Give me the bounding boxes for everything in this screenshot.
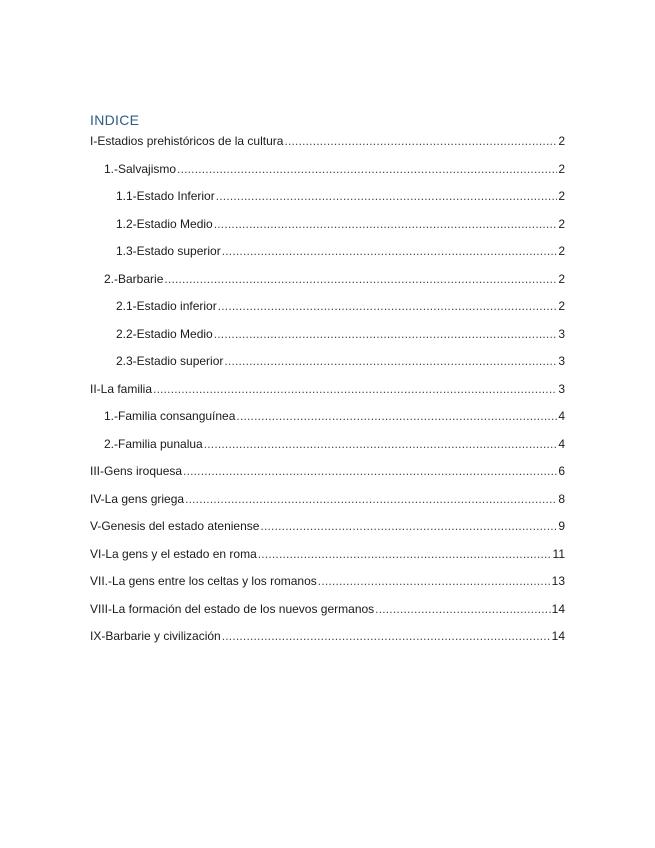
toc-entry-title: VII.-La gens entre los celtas y los romanos [90, 574, 317, 588]
toc-entry[interactable] [90, 517, 565, 545]
dot-leader [164, 270, 557, 288]
toc-entry-page-number: 2 [558, 299, 565, 313]
toc-entry-title: 2.-Barbarie [104, 271, 164, 286]
toc-entry-page-number: 2 [558, 244, 565, 258]
toc-entry-page-number: 2 [558, 271, 565, 286]
table-of-contents [90, 132, 565, 655]
toc-entry[interactable] [90, 572, 565, 600]
dot-leader [204, 435, 558, 453]
toc-entry-page-number: 14 [551, 601, 565, 616]
toc-entry-page-number: 2 [558, 189, 565, 203]
toc-entry[interactable] [90, 132, 565, 160]
toc-entry-page-number: 11 [552, 546, 565, 561]
toc-entry-page-number: 3 [558, 326, 565, 341]
toc-entry[interactable] [90, 435, 565, 463]
dot-leader [260, 517, 557, 535]
toc-entry-title: 1.3-Estado superior [116, 244, 221, 258]
toc-entry[interactable] [90, 215, 565, 243]
toc-entry[interactable] [90, 600, 565, 628]
toc-entry-page-number: 2 [558, 216, 565, 231]
toc-entry-title: VIII-La formación del estado de los nuevos germanos [90, 601, 375, 616]
toc-entry-title: III-Gens iroquesa [90, 464, 183, 478]
toc-entry-page-number: 4 [558, 436, 565, 451]
toc-entry-page-number: 3 [558, 381, 565, 396]
toc-entry-page-number: 6 [558, 464, 565, 478]
toc-entry-page-number: 9 [558, 519, 565, 533]
toc-entry[interactable] [90, 490, 565, 518]
toc-entry-title: II-La familia [90, 381, 153, 396]
toc-entry-page-number: 2 [558, 134, 565, 148]
dot-leader [185, 490, 557, 508]
toc-entry-title: 1.-Familia consanguínea [104, 409, 236, 423]
toc-entry-title: IV-La gens griega [90, 491, 185, 506]
dot-leader [177, 160, 557, 178]
toc-entry-title: 1.1-Estado Inferior [116, 189, 215, 203]
toc-entry[interactable] [90, 187, 565, 215]
toc-entry-page-number: 4 [558, 409, 565, 423]
dot-leader [218, 297, 558, 315]
toc-entry-page-number: 2 [558, 161, 565, 176]
toc-entry[interactable] [90, 462, 565, 490]
toc-entry[interactable] [90, 407, 565, 435]
toc-entry[interactable] [90, 160, 565, 188]
dot-leader [375, 600, 550, 618]
toc-entry[interactable] [90, 380, 565, 408]
dot-leader [284, 132, 557, 150]
toc-entry-title: 1.2-Estadio Medio [116, 216, 213, 231]
dot-leader [214, 325, 558, 343]
dot-leader [258, 545, 552, 563]
toc-entry-title: I-Estadios prehistóricos de la cultura [90, 134, 284, 148]
toc-entry[interactable] [90, 325, 565, 353]
dot-leader [222, 242, 558, 260]
toc-heading: INDICE [90, 112, 140, 128]
toc-entry-page-number: 14 [551, 629, 565, 643]
dot-leader [216, 187, 558, 205]
toc-entry[interactable] [90, 545, 565, 573]
toc-entry-page-number: 13 [551, 574, 565, 588]
dot-leader [183, 462, 557, 480]
toc-entry-page-number: 8 [558, 491, 565, 506]
toc-entry[interactable] [90, 297, 565, 325]
toc-entry-title: VI-La gens y el estado en roma [90, 546, 257, 561]
toc-entry-title: 2.3-Estadio superior [116, 354, 224, 368]
toc-entry-title: V-Genesis del estado ateniense [90, 519, 260, 533]
dot-leader [153, 380, 557, 398]
toc-entry[interactable] [90, 242, 565, 270]
toc-entry[interactable] [90, 270, 565, 298]
toc-entry-title: 2.-Familia punalua [104, 436, 203, 451]
dot-leader [236, 407, 557, 425]
toc-entry[interactable] [90, 352, 565, 380]
toc-entry[interactable] [90, 627, 565, 655]
toc-entry-title: IX-Barbarie y civilización [90, 629, 221, 643]
toc-entry-title: 1.-Salvajismo [104, 161, 177, 176]
dot-leader [214, 215, 558, 233]
dot-leader [318, 572, 551, 590]
dot-leader [224, 352, 557, 370]
toc-entry-page-number: 3 [558, 354, 565, 368]
toc-entry-title: 2.1-Estadio inferior [116, 299, 217, 313]
toc-entry-title: 2.2-Estadio Medio [116, 326, 213, 341]
dot-leader [222, 627, 551, 645]
